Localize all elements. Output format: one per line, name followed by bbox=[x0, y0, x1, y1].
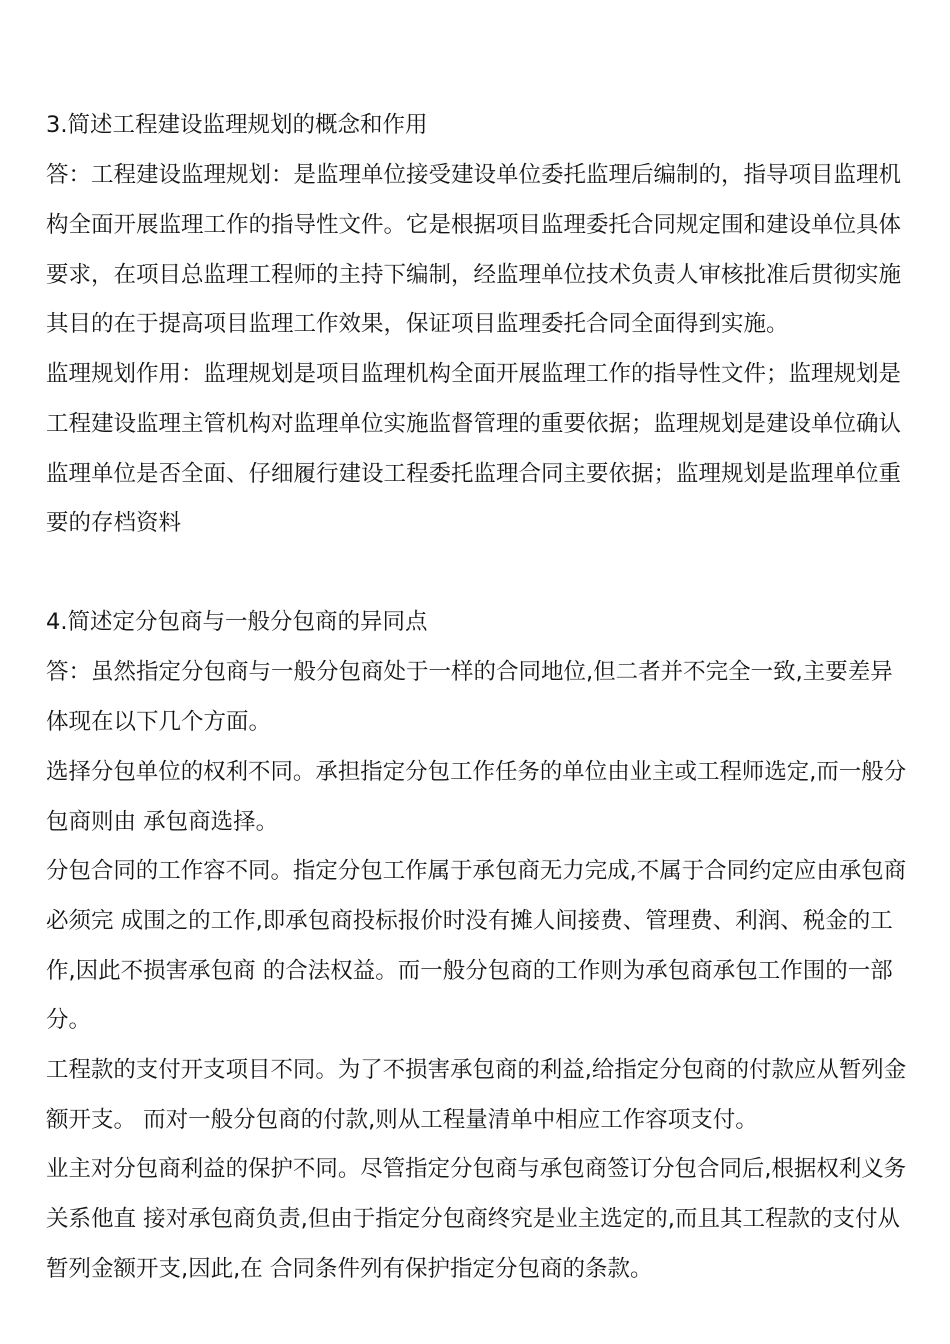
point-line: 分。 bbox=[46, 1007, 92, 1034]
section-4-heading: 4.简述定分包商与一般分包商的异同点 bbox=[46, 609, 428, 635]
answer-line: 要求，在项目总监理工程师的主持下编制，经监理单位技术负责人审核批准后贯彻实施 bbox=[46, 261, 902, 288]
role-line: 要的存档资料 bbox=[46, 510, 182, 537]
point-line: 额开支。 而对一般分包商的付款,则从工程量清单中相应工作容项支付。 bbox=[46, 1106, 758, 1133]
point-protection bbox=[46, 1145, 906, 1294]
point-line: 业主对分包商利益的保护不同。尽管指定分包商与承包商签订分包合同后,根据权利义务 bbox=[46, 1156, 907, 1182]
point-line: 必须完 成围之的工作,即承包商投标报价时没有摊人间接费、管理费、利润、税金的工 bbox=[46, 907, 893, 934]
point-line: 关系他直 接对承包商负责,但由于指定分包商终究是业主选定的,而且其工程款的支付从 bbox=[46, 1205, 900, 1232]
answer-line: 其目的在于提高项目监理工作效果，保证项目监理委托合同全面得到实施。 bbox=[46, 311, 789, 338]
point-line: 分包合同的工作容不同。指定分包工作属于承包商无力完成,不属于合同约定应由承包商 bbox=[46, 858, 907, 884]
answer-line: 体现在以下几个方面。 bbox=[46, 708, 272, 735]
section-4-answer bbox=[46, 648, 906, 748]
answer-line: 答：工程建设监理规划：是监理单位接受建设单位委托监理后编制的，指导项目监理机 bbox=[46, 162, 902, 188]
point-selection-rights bbox=[46, 748, 906, 848]
answer-line: 答：虽然指定分包商与一般分包商处于一样的合同地位,但二者并不完全一致,主要差异 bbox=[46, 659, 893, 685]
point-payment bbox=[46, 1046, 906, 1146]
role-line: 监理单位是否全面、仔细履行建设工程委托监理合同主要依据；监理规划是监理单位重 bbox=[46, 460, 902, 487]
point-work-content bbox=[46, 847, 906, 1046]
point-line: 工程款的支付开支项目不同。为了不损害承包商的利益,给指定分包商的付款应从暂列金 bbox=[46, 1057, 907, 1083]
point-line: 选择分包单位的权利不同。承担指定分包工作任务的单位由业主或工程师选定,而一般分 bbox=[46, 759, 907, 785]
point-line: 作,因此不损害承包商 的合法权益。而一般分包商的工作则为承包商承包工作围的一部 bbox=[46, 957, 893, 984]
section-3-heading: 3.简述工程建设监理规划的概念和作用 bbox=[46, 112, 428, 138]
point-line: 暂列金额开支,因此,在 合同条件列有保护指定分包商的条款。 bbox=[46, 1255, 653, 1282]
role-line: 监理规划作用：监理规划是项目监理机构全面开展监理工作的指导性文件；监理规划是 bbox=[46, 361, 902, 387]
section-3-answer bbox=[46, 151, 906, 350]
point-line: 包商则由 承包商选择。 bbox=[46, 808, 279, 835]
section-3-role bbox=[46, 350, 906, 549]
role-line: 工程建设监理主管机构对监理单位实施监督管理的重要依据；监理规划是建设单位确认 bbox=[46, 410, 902, 437]
answer-line: 构全面开展监理工作的指导性文件。它是根据项目监理委托合同规定围和建设单位具体 bbox=[46, 211, 902, 238]
